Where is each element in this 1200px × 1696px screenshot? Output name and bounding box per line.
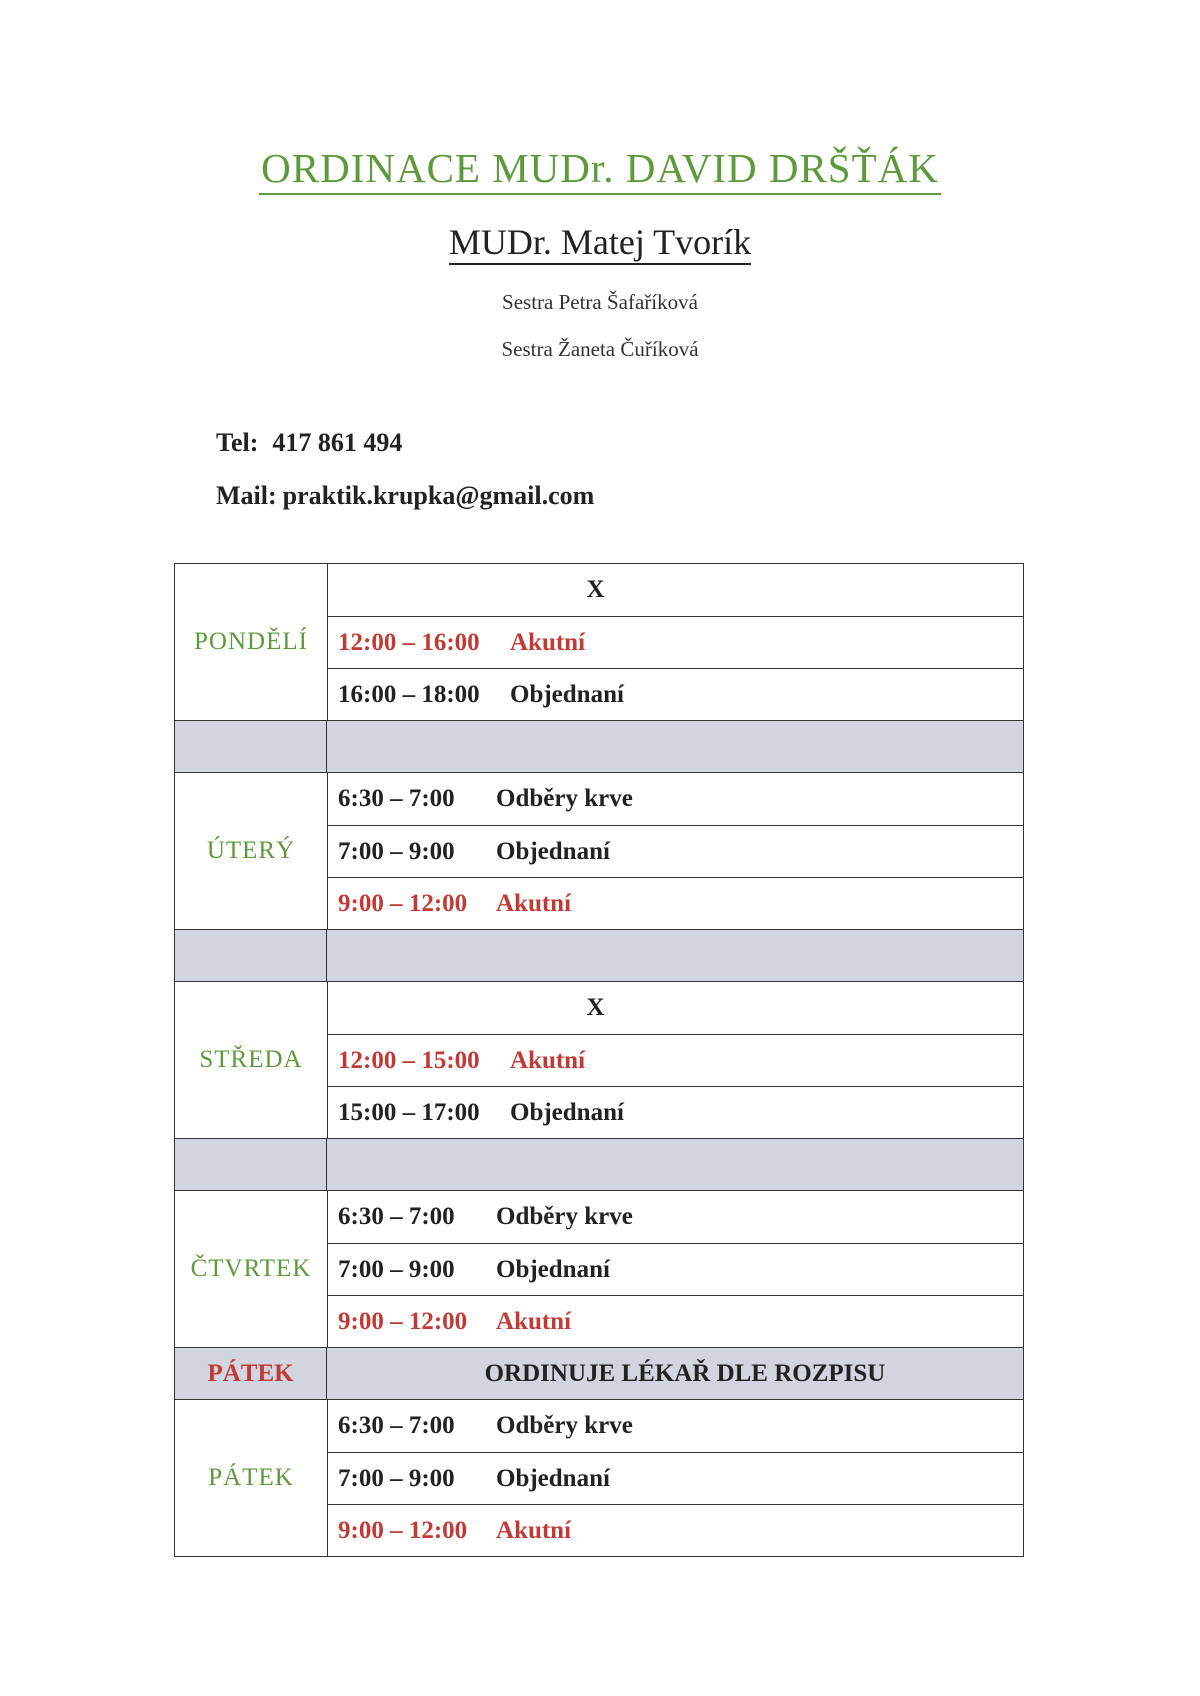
day-label-monday: PONDĚLÍ (175, 564, 328, 720)
slot-time: 7:00 – 9:00 (338, 837, 455, 865)
day-label-thursday: ČTVRTEK (175, 1191, 328, 1347)
slot-label: Akutní (496, 1516, 572, 1544)
slot-row (328, 773, 1023, 825)
slot-row (328, 825, 1023, 877)
day-label-tuesday: ÚTERÝ (175, 773, 328, 929)
slot-time: 12:00 – 16:00 (338, 628, 480, 656)
friday-note-row (175, 1347, 1023, 1399)
day-block-wednesday (175, 981, 1023, 1138)
doctor-name-text: MUDr. Matej Tvorík (449, 222, 751, 265)
slot-row (328, 1400, 1023, 1452)
slot-label: Akutní (496, 1307, 572, 1335)
slot-label: Akutní (510, 628, 586, 656)
slot-row (328, 1191, 1023, 1243)
slots-friday (328, 1400, 1023, 1556)
friday-note: ORDINUJE LÉKAŘ DLE ROZPISU (484, 1359, 886, 1387)
slot-time: 6:30 – 7:00 (338, 1203, 455, 1230)
slot-row (328, 1086, 1023, 1138)
slot-row (328, 1295, 1023, 1347)
doctor-name (0, 224, 1200, 260)
slot-row (328, 668, 1023, 720)
separator-row (175, 720, 1023, 772)
slot-row (328, 1034, 1023, 1086)
phone-line (216, 430, 402, 456)
schedule-table (174, 563, 1024, 1557)
slot-label: Objednaní (496, 1464, 610, 1492)
page-title (0, 145, 1200, 191)
slot-label: Odběry krve (496, 1203, 633, 1230)
slot-time: 9:00 – 12:00 (338, 889, 468, 917)
slot-label: Odběry krve (496, 1412, 633, 1439)
separator-row (175, 929, 1023, 981)
slot-time: 9:00 – 12:00 (338, 1516, 468, 1544)
slot-time: 9:00 – 12:00 (338, 1307, 468, 1335)
slot-time: 16:00 – 18:00 (338, 680, 480, 708)
day-label-wednesday: STŘEDA (175, 982, 328, 1138)
day-block-monday (175, 564, 1023, 720)
slot-label: Objednaní (496, 1255, 610, 1283)
slot-time: 7:00 – 9:00 (338, 1464, 455, 1492)
slot-row (328, 1504, 1023, 1556)
mail-line (216, 483, 594, 509)
slot-time: 7:00 – 9:00 (338, 1255, 455, 1283)
slot-time: 6:30 – 7:00 (338, 1412, 455, 1439)
closed-mark-monday: X (586, 576, 605, 603)
separator-row (175, 1138, 1023, 1190)
slot-label: Odběry krve (496, 785, 633, 812)
day-block-thursday (175, 1190, 1023, 1347)
nurse-1: Sestra Petra Šafaříková (502, 290, 698, 314)
slot-time: 15:00 – 17:00 (338, 1098, 480, 1126)
slots-thursday (328, 1191, 1023, 1347)
slots-tuesday (328, 773, 1023, 929)
slots-wednesday (328, 982, 1023, 1138)
slot-row (328, 616, 1023, 668)
mail-label: Mail: (216, 481, 277, 510)
clinic-name: ORDINACE MUDr. DAVID DRŠŤÁK (259, 145, 941, 195)
closed-mark-wednesday: X (586, 994, 605, 1021)
slot-label: Objednaní (510, 1098, 624, 1126)
slots-monday (328, 564, 1023, 720)
slot-time: 12:00 – 15:00 (338, 1046, 480, 1074)
slot-row (328, 877, 1023, 929)
phone-label: Tel: (216, 428, 259, 457)
day-label-friday-note: PÁTEK (175, 1348, 327, 1399)
slot-time: 6:30 – 7:00 (338, 785, 455, 812)
day-block-tuesday (175, 772, 1023, 929)
slot-row (328, 1452, 1023, 1504)
slot-label: Akutní (510, 1046, 586, 1074)
slot-label: Objednaní (510, 680, 624, 708)
slot-row (328, 1243, 1023, 1295)
day-label-friday: PÁTEK (175, 1400, 328, 1556)
mail-value: praktik.krupka@gmail.com (282, 481, 595, 510)
phone-value: 417 861 494 (272, 428, 403, 457)
slot-label: Objednaní (496, 837, 610, 865)
slot-label: Akutní (496, 889, 572, 917)
nurse-2: Sestra Žaneta Čuříková (501, 337, 699, 361)
day-block-friday (175, 1399, 1023, 1556)
